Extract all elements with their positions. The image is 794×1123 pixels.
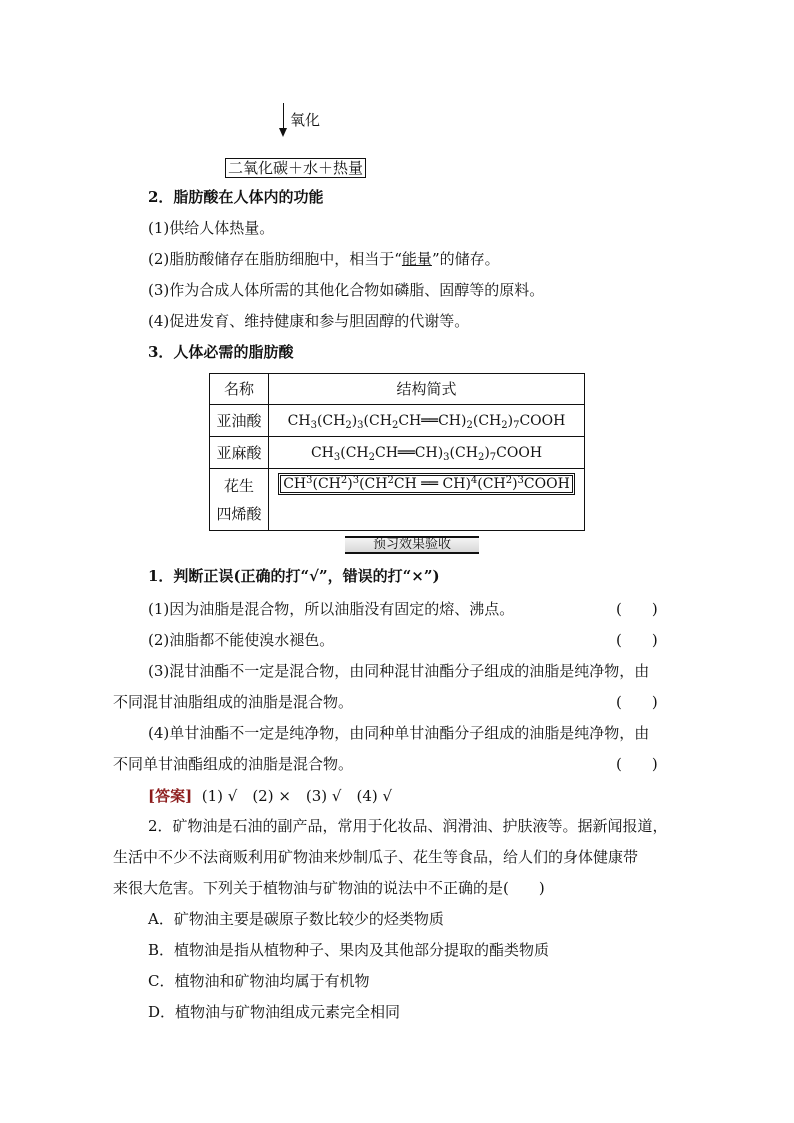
row-formula: $CH_3(CH_2CH══CH)_3(CH_2)_7COOH$ bbox=[269, 437, 585, 469]
row-formula: $CH_3(CH_2)_3(CH_2CH══CH)_2(CH_2)_7COOH$ bbox=[269, 405, 585, 437]
oxidation-product-box: 二氧化碳＋水＋热量 bbox=[225, 158, 366, 178]
section3-heading: 3．人体必需的脂肪酸 bbox=[148, 343, 294, 361]
q2-option-c: C．植物油和矿物油均属于有机物 bbox=[148, 972, 370, 990]
q1-stem: 1．判断正误(正确的打“√”，错误的打“×”) bbox=[148, 567, 440, 585]
section2-item-3: (3)作为合成人体所需的其他化合物如磷脂、固醇等的原料。 bbox=[148, 281, 545, 299]
section2-item-2: (2)脂肪酸储存在脂肪细胞中，相当于“能量”的储存。 bbox=[148, 250, 500, 268]
q1-statement-4a: (4)单甘油酯不一定是纯净物，由同种单甘油酯分子组成的油脂是纯净物，由 bbox=[148, 724, 650, 742]
q2-option-a: A．矿物油主要是碳原子数比较少的烃类物质 bbox=[148, 910, 444, 928]
q2-line-2: 生活中不少不法商贩利用矿物油来炒制瓜子、花生等食品，给人们的身体健康带 bbox=[113, 848, 639, 866]
q1-statement-3a: (3)混甘油酯不一定是混合物，由同种混甘油酯分子组成的油脂是纯净物，由 bbox=[148, 662, 650, 680]
row-name: 亚麻酸 bbox=[210, 437, 269, 469]
header-formula: 结构简式 bbox=[269, 374, 585, 405]
row-formula: $CH^3(CH^2)^3(CH^2CH$ ══ $CH)^4(CH^2)^3COOH$ bbox=[269, 469, 585, 531]
section2-item-4: (4)促进发育、维持健康和参与胆固醇的代谢等。 bbox=[148, 312, 470, 330]
table-row bbox=[210, 405, 585, 437]
arrow-down-icon bbox=[279, 128, 287, 137]
section-banner: 预习效果验收 bbox=[345, 536, 479, 554]
q1-statement-3b: 不同混甘油脂组成的油脂是混合物。 bbox=[113, 693, 354, 711]
table-header-row bbox=[210, 374, 585, 405]
q2-option-b: B．植物油是指从植物种子、果肉及其他部分提取的酯类物质 bbox=[148, 941, 550, 959]
answer-blank: ( ) bbox=[616, 755, 658, 773]
q1-statement-1: (1)因为油脂是混合物，所以油脂没有固定的熔、沸点。 bbox=[148, 600, 515, 618]
q1-statement-4b: 不同单甘油酯组成的油脂是混合物。 bbox=[113, 755, 354, 773]
q2-line-1: 2．矿物油是石油的副产品，常用于化妆品、润滑油、护肤液等。据新闻报道， bbox=[148, 817, 668, 835]
fatty-acid-table bbox=[209, 373, 585, 531]
section2-item-1: (1)供给人体热量。 bbox=[148, 219, 275, 237]
answer-blank: ( ) bbox=[616, 631, 658, 649]
energy-keyword: 能量 bbox=[401, 250, 432, 268]
q1-statement-2: (2)油脂都不能使溴水褪色。 bbox=[148, 631, 335, 649]
oxidation-arrow-line bbox=[283, 103, 284, 131]
row-name: 花生 四烯酸 bbox=[210, 469, 269, 531]
header-name: 名称 bbox=[210, 374, 269, 405]
row-name: 亚油酸 bbox=[210, 405, 269, 437]
table-row bbox=[210, 469, 585, 531]
q2-line-3: 来很大危害。下列关于植物油与矿物油的说法中不正确的是( ) bbox=[113, 879, 545, 897]
table-row bbox=[210, 437, 585, 469]
oxidation-product bbox=[225, 158, 366, 178]
q1-answer: [答案] (1) √ (2) × (3) √ (4) √ bbox=[148, 787, 393, 805]
arrow-label: 氧化 bbox=[290, 111, 321, 129]
section2-heading: 2．脂肪酸在人体内的功能 bbox=[148, 188, 324, 206]
answer-blank: ( ) bbox=[616, 693, 658, 711]
answer-blank: ( ) bbox=[616, 600, 658, 618]
q2-option-d: D．植物油与矿物油组成元素完全相同 bbox=[148, 1003, 401, 1021]
answer-tag: [答案] bbox=[148, 787, 193, 805]
